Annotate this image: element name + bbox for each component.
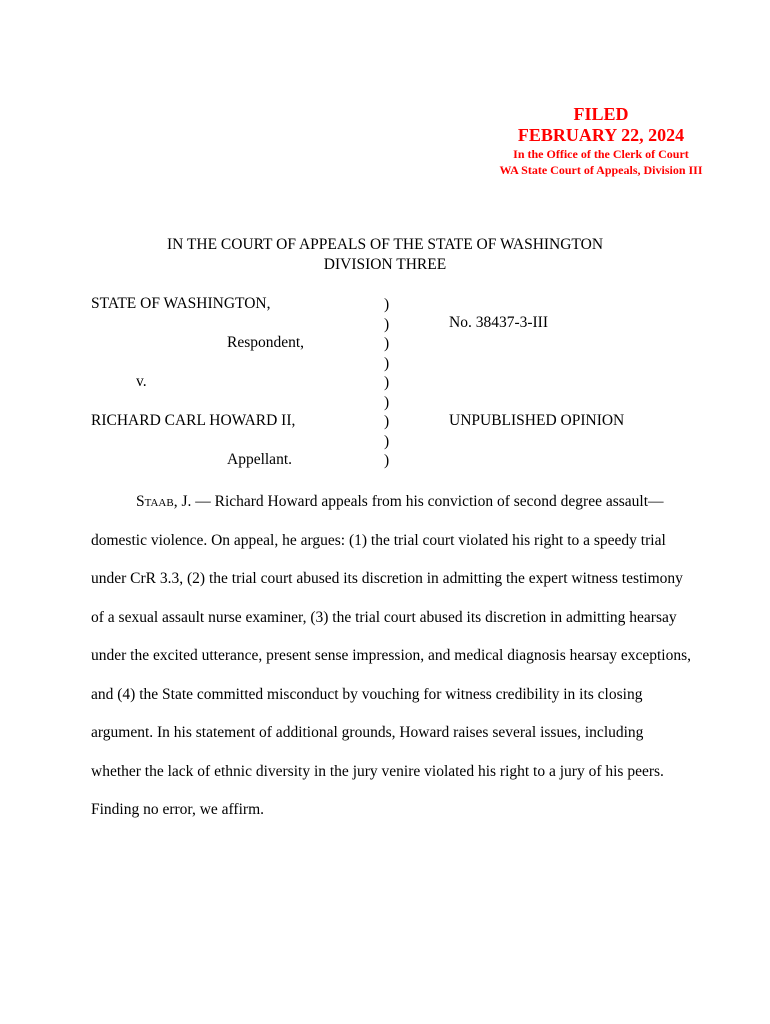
filed-label: FILED [573, 104, 629, 124]
author-suffix: , J. [173, 493, 192, 510]
case-caption [0, 295, 770, 475]
party-state-role: Respondent, [227, 334, 305, 351]
opinion-type: UNPUBLISHED OPINION [449, 412, 625, 429]
opinion-text: — Richard Howard appeals from his conviction of second degree assault—domestic violence. On appeal, he argues: (1) the trial court violated his right to a speedy trial under CrR 3.3, (2) the trial court abused its discretion in admitting the expert witness testimony of a sexual assault nurse examiner, (3) the trial court abused its discretion in admitting hearsay under the excited utterance, present sense impression, and medical diagnosis hearsay exceptions, and (4) the State committed misconduct by vouching for witness credibility in its closing argument. In his statement of additional grounds, Howard raises several issues, including whether the lack of ethnic diversity in the jury venire violated his right to a jury of his peers. Finding no error, we affirm. [91, 493, 691, 818]
court-heading [0, 235, 770, 275]
party-state: STATE OF WASHINGTON, [91, 295, 271, 312]
author-name: Staab [136, 493, 174, 510]
opinion-body [91, 483, 691, 830]
court-name: IN THE COURT OF APPEALS OF THE STATE OF WASHINGTON [166, 236, 604, 253]
clerk-office: In the Office of the Clerk of Court [513, 147, 689, 161]
court-division-heading: DIVISION THREE [323, 256, 447, 273]
case-number: No. 38437-3-III [449, 314, 549, 331]
court-division: WA State Court of Appeals, Division III [499, 163, 703, 177]
party-appellant-role: Appellant. [227, 451, 292, 468]
party-appellant: RICHARD CARL HOWARD II, [91, 412, 296, 429]
caption-parentheses: ) ) ) ) ) ) ) ) ) [384, 296, 390, 469]
opinion-paragraph [91, 483, 691, 830]
versus: v. [136, 373, 147, 390]
filed-date: FEBRUARY 22, 2024 [517, 125, 685, 145]
filing-stamp [470, 104, 732, 178]
